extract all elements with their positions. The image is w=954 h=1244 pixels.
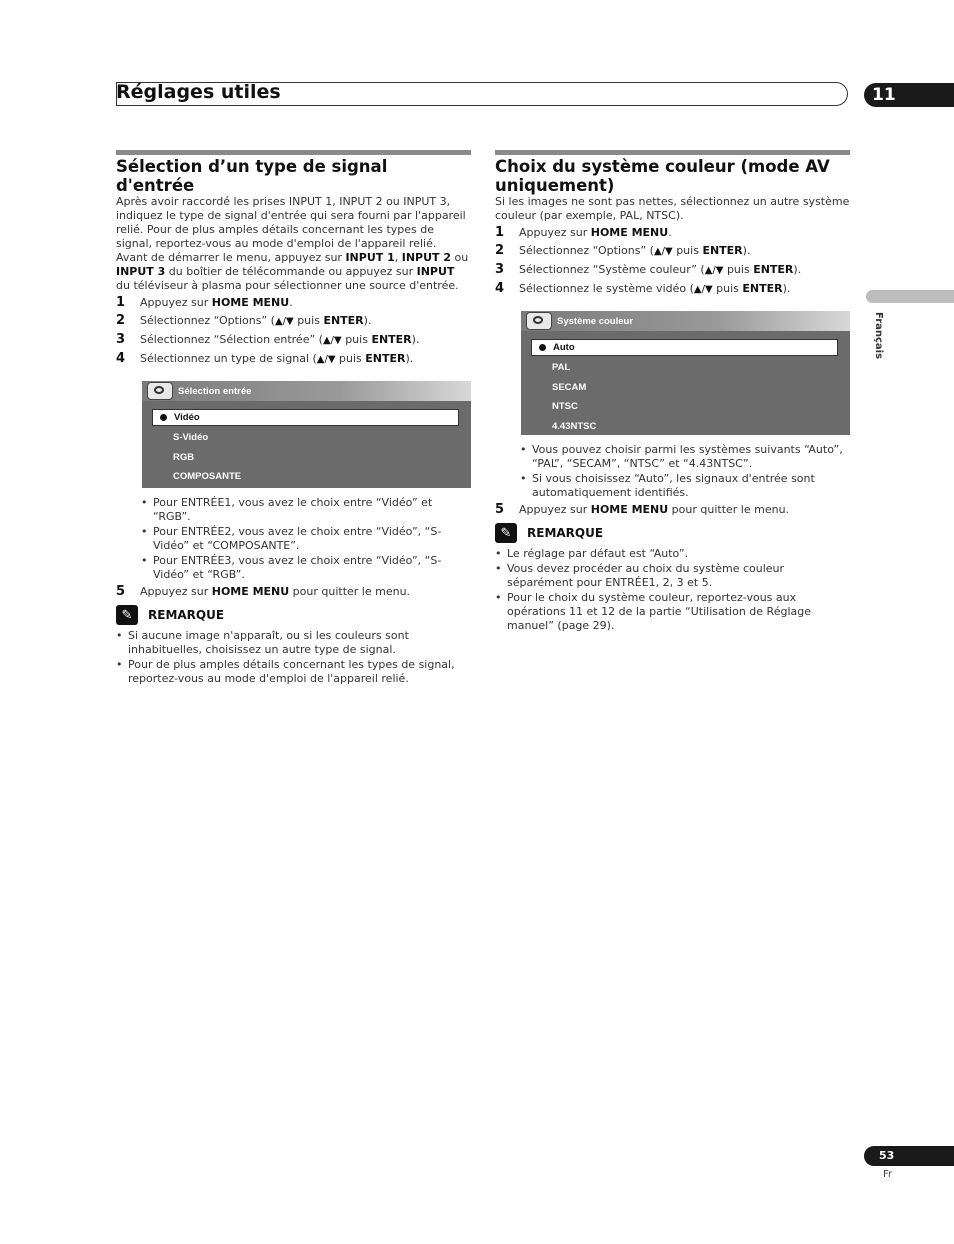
step-item: 3 Sélectionnez “Système couleur” (▲/▼ puis ENTER).: [495, 262, 802, 277]
note-list: [116, 629, 471, 686]
osd-option[interactable]: NTSC: [552, 401, 578, 413]
step-item: 1 Appuyez sur HOME MENU.: [495, 225, 672, 240]
osd-title: Sélection entrée: [178, 385, 252, 397]
bullet-item: • Si vous choisissez “Auto”, les signaux d'entrée sont automatiquement identifiés.: [520, 472, 815, 499]
osd-option-selected[interactable]: Auto: [531, 339, 838, 356]
step-item: 3 Sélectionnez “Sélection entrée” (▲/▼ puis ENTER).: [116, 332, 420, 347]
osd-menu-input: [142, 381, 471, 488]
pencil-note-icon: ✎: [116, 605, 138, 625]
step-item: 4 Sélectionnez le système vidéo (▲/▼ puis ENTER).: [495, 281, 791, 296]
osd-header: [142, 381, 471, 401]
page-language-code: Fr: [883, 1169, 893, 1180]
pencil-note-icon: ✎: [495, 523, 517, 543]
note-item: • Pour de plus amples détails concernant les types de signal, reportez-vous au mode d'emploi de l'appareil relié.: [116, 658, 455, 685]
note-title: REMARQUE: [148, 608, 225, 622]
language-label: Français: [873, 312, 884, 360]
chapter-number: 11: [864, 83, 954, 107]
section-input-signal: [116, 150, 471, 687]
step-item: 1 Appuyez sur HOME MENU.: [116, 295, 293, 310]
step-item: 4 Sélectionnez un type de signal (▲/▼ puis ENTER).: [116, 351, 414, 366]
osd-option[interactable]: S-Vidéo: [173, 432, 209, 444]
osd-option[interactable]: PAL: [552, 362, 571, 374]
section-title: Choix du système couleur (mode AV uniquement): [495, 157, 830, 195]
section-color-system: [495, 150, 850, 634]
note-header: [116, 605, 471, 625]
intro-paragraph: Si les images ne sont pas nettes, sélectionnez un autre système couleur (par exemple, PAL, NTSC).: [495, 195, 850, 222]
up-down-arrow-icon: ▲/▼: [693, 284, 713, 295]
steps-list: [495, 226, 850, 297]
page-number: 53: [864, 1146, 954, 1166]
bullet-list: [116, 496, 471, 582]
section-title: Sélection d’un type de signal d'entrée: [116, 157, 388, 195]
selected-dot-icon: [160, 414, 167, 421]
up-down-arrow-icon: ▲/▼: [274, 316, 294, 327]
osd-option[interactable]: RGB: [173, 451, 195, 463]
step-item: 2 Sélectionnez “Options” (▲/▼ puis ENTER).: [495, 243, 751, 258]
page-title: Réglages utiles: [116, 81, 281, 103]
bullet-item: • Pour ENTRÉE1, vous avez le choix entre “Vidéo” et “RGB”.: [141, 496, 433, 523]
section-rule: [116, 150, 471, 155]
note-header: [495, 523, 850, 543]
osd-option[interactable]: COMPOSANTE: [173, 471, 242, 483]
note-item: • Le réglage par défaut est “Auto”.: [495, 547, 689, 560]
bullet-item: • Vous pouvez choisir parmi les systèmes suivants “Auto”, “PAL”, “SECAM”, “NTSC” et “4.43NTSC”.: [520, 443, 843, 470]
note-item: • Pour le choix du système couleur, reportez-vous aux opérations 11 et 12 de la partie “Utilisation de Réglage manuel” (page 29).: [495, 591, 811, 632]
bullet-item: • Pour ENTRÉE3, vous avez le choix entre “Vidéo”, “S-Vidéo” et “RGB”.: [141, 554, 442, 581]
note-list: [495, 547, 850, 633]
intro-paragraph-2: Avant de démarrer le menu, appuyez sur INPUT 1, INPUT 2 ou INPUT 3 du boîtier de télécommande ou appuyez sur INPUT du téléviseur à plasma pour sélectionner une source d'entrée.: [116, 251, 469, 292]
osd-title: Système couleur: [557, 315, 634, 327]
note-item: • Si aucune image n'apparaît, ou si les couleurs sont inhabituelles, choisissez un autre type de signal.: [116, 629, 409, 656]
up-down-arrow-icon: ▲/▼: [653, 246, 673, 257]
tv-menu-icon: [526, 312, 552, 330]
up-down-arrow-icon: ▲/▼: [316, 354, 336, 365]
tv-menu-icon: [147, 382, 173, 400]
osd-list: [521, 331, 850, 436]
steps-list: [116, 296, 471, 367]
language-tab: [866, 290, 954, 303]
step-item: 5 Appuyez sur HOME MENU pour quitter le menu.: [495, 502, 790, 517]
bullet-item: • Pour ENTRÉE2, vous avez le choix entre “Vidéo”, “S-Vidéo” et “COMPOSANTE”.: [141, 525, 442, 552]
up-down-arrow-icon: ▲/▼: [704, 265, 724, 276]
osd-option[interactable]: SECAM: [552, 381, 587, 393]
osd-option[interactable]: 4.43NTSC: [552, 420, 597, 432]
note-item: • Vous devez procéder au choix du système couleur séparément pour ENTRÉE1, 2, 3 et 5.: [495, 562, 785, 589]
osd-header: [521, 311, 850, 331]
up-down-arrow-icon: ▲/▼: [322, 335, 342, 346]
note-title: REMARQUE: [527, 526, 604, 540]
osd-menu-color: [521, 311, 850, 435]
step-item: 2 Sélectionnez “Options” (▲/▼ puis ENTER).: [116, 313, 372, 328]
section-rule: [495, 150, 850, 155]
osd-list: [142, 401, 471, 487]
selected-dot-icon: [539, 344, 546, 351]
bullet-list: [495, 443, 850, 500]
intro-paragraph: Après avoir raccordé les prises INPUT 1, INPUT 2 ou INPUT 3, indiquez le type de signal d'entrée qui sera fourni par l'appareil relié. Pour de plus amples détails concernant les types de signal, reportez-vous au mode d'emploi de l'appareil relié.: [116, 195, 466, 250]
osd-option-selected[interactable]: Vidéo: [152, 409, 459, 426]
step-item: 5 Appuyez sur HOME MENU pour quitter le menu.: [116, 584, 411, 599]
